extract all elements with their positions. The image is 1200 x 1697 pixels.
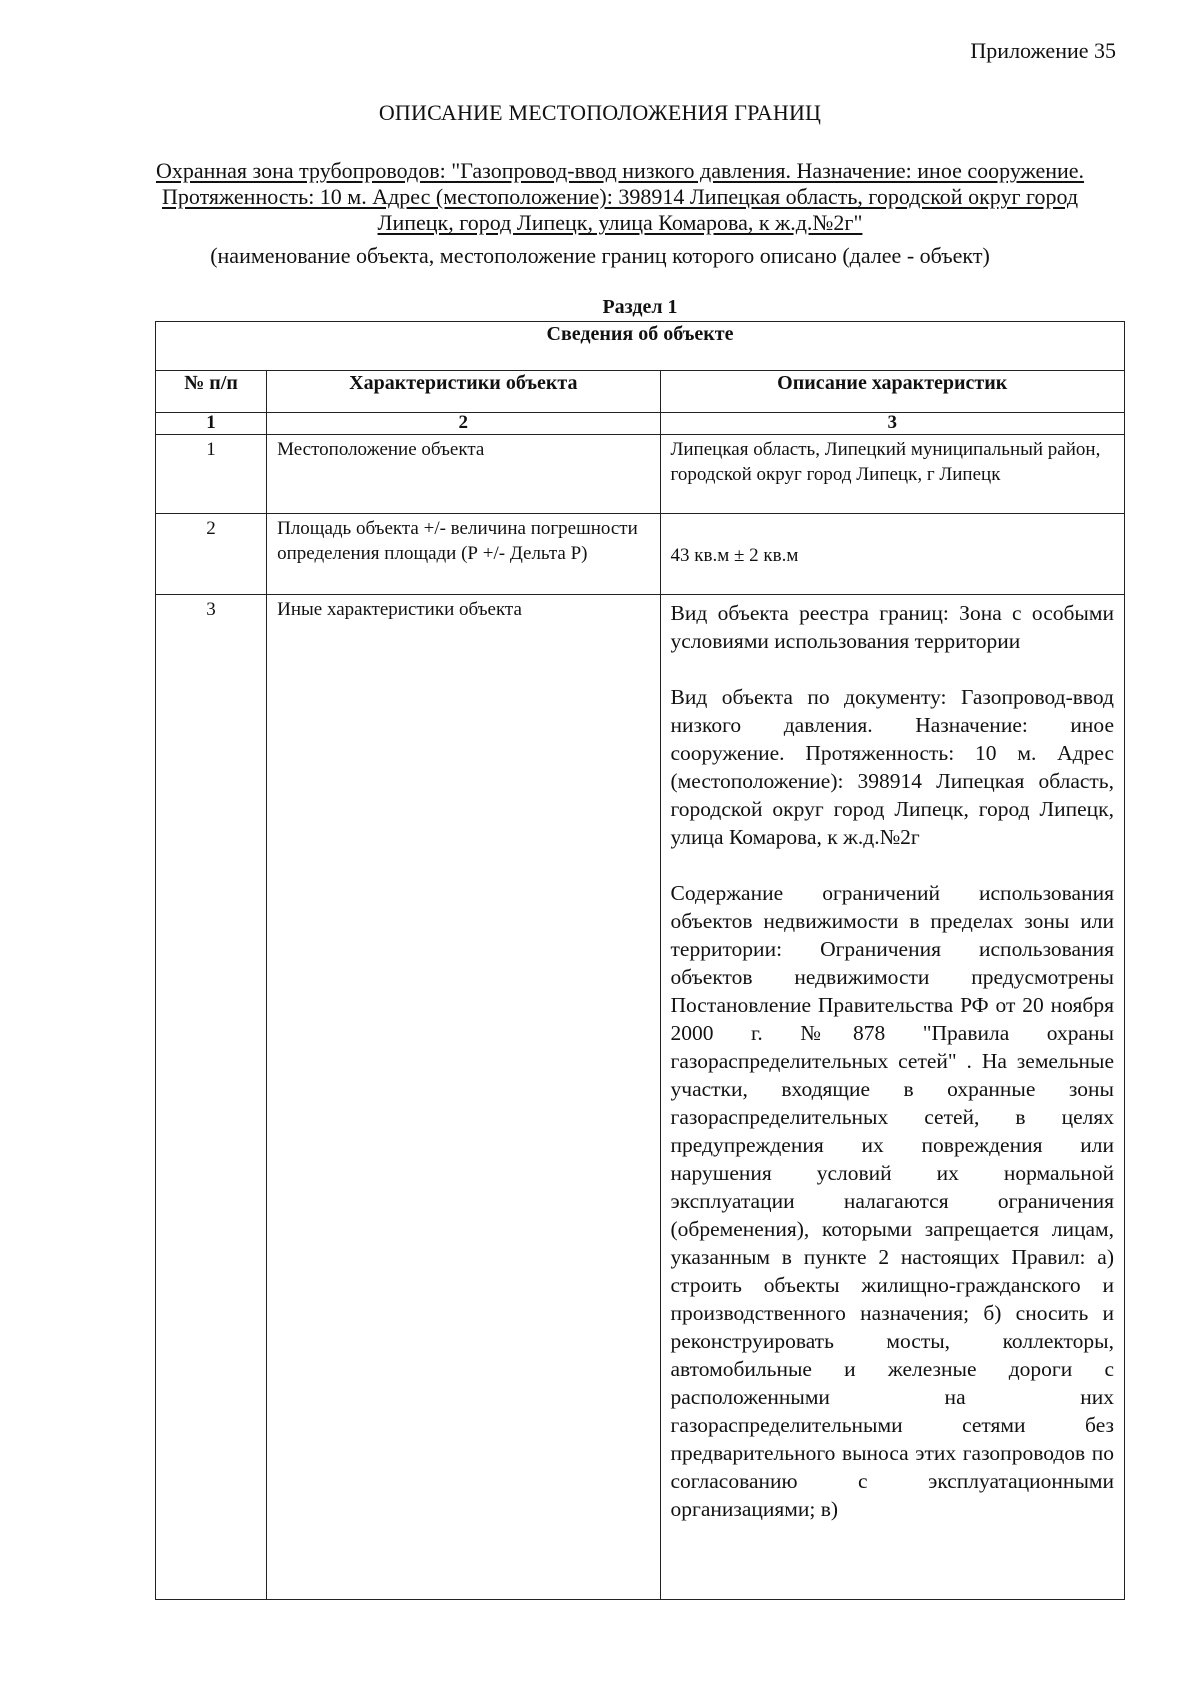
row-number: 1 (156, 435, 267, 514)
object-name-note: (наименование объекта, местоположение границ которого описано (далее - объект) (210, 243, 990, 268)
column-numbers-row (156, 413, 1125, 435)
column-number: 2 (267, 413, 660, 435)
document-title: ОПИСАНИЕ МЕСТОПОЛОЖЕНИЯ ГРАНИЦ (378, 100, 822, 125)
header-number: № п/п (156, 371, 267, 413)
row-characteristic: Площадь объекта +/- величина погрешности определения площади (Р +/- Дельта Р) (267, 514, 660, 595)
header-characteristic: Характеристики объекта (267, 371, 660, 413)
header-description: Описание характеристик (660, 371, 1125, 413)
table-caption-row (156, 322, 1125, 371)
object-name-text: Охранная зона трубопроводов: "Газопровод-ввод низкого давления. Назначение: иное сооружение. Протяженность: 10 м. Адрес (местоположение): 398914 Липецкая область, городской округ город Липецк, город Липецк, улица Комарова, к ж.д.№2г" (155, 158, 1085, 235)
description-paragraph: Содержание ограничений использования объектов недвижимости в пределах зоны или территории: Ограничения использования объектов недвижимости предусмотрены Постановление Правительства РФ от 20 ноября 2000 г. №878 "Правила охраны газораспределительных сетей" . На земельные участки, входящие в охранные зоны газораспределительных сетей, в целях предупреждения их повреждения или нарушения условий их нормальной эксплуатации налагаются ограничения (обременения), которыми запрещается лицам, указанным в пункте 2 настоящих Правил: а) строить объекты жилищно-гражданского и производственного назначения; б) сносить и реконструировать мосты, коллекторы, автомобильные и железные дороги с расположенными на них газораспределительными сетями без предварительного выноса этих газопроводов по согласованию с эксплуатационными организациями; в) (670, 881, 1114, 1521)
object-name (150, 158, 1090, 236)
section-label: Раздел 1 (602, 296, 678, 318)
description-paragraph: Вид объекта по документу: Газопровод-ввод низкого давления. Назначение: иное сооружение. Протяженность: 10 м. Адрес (местоположение): 398914 Липецкая область, городской округ город Липецк, город Липецк, улица Комарова, к ж.д.№2г (670, 685, 1114, 849)
table-caption: Сведения об объекте (156, 322, 1125, 371)
column-number: 1 (156, 413, 267, 435)
row-description: 43 кв.м ± 2 кв.м (660, 514, 1125, 595)
column-number: 3 (660, 413, 1125, 435)
table-header-row (156, 371, 1125, 413)
row-number: 2 (156, 514, 267, 595)
row-description (660, 595, 1125, 1600)
table-row (156, 435, 1125, 514)
object-info-table (155, 321, 1125, 1600)
description-paragraph: Вид объекта реестра границ: Зона с особыми условиями использования территории (670, 601, 1114, 653)
row-description: Липецкая область, Липецкий муниципальный район, городской округ город Липецк, г Липецк (660, 435, 1125, 514)
appendix-number: Приложение 35 (970, 38, 1116, 63)
row-number: 3 (156, 595, 267, 1600)
table-row (156, 514, 1125, 595)
row-characteristic: Иные характеристики объекта (267, 595, 660, 1600)
row-characteristic: Местоположение объекта (267, 435, 660, 514)
table-row (156, 595, 1125, 1600)
